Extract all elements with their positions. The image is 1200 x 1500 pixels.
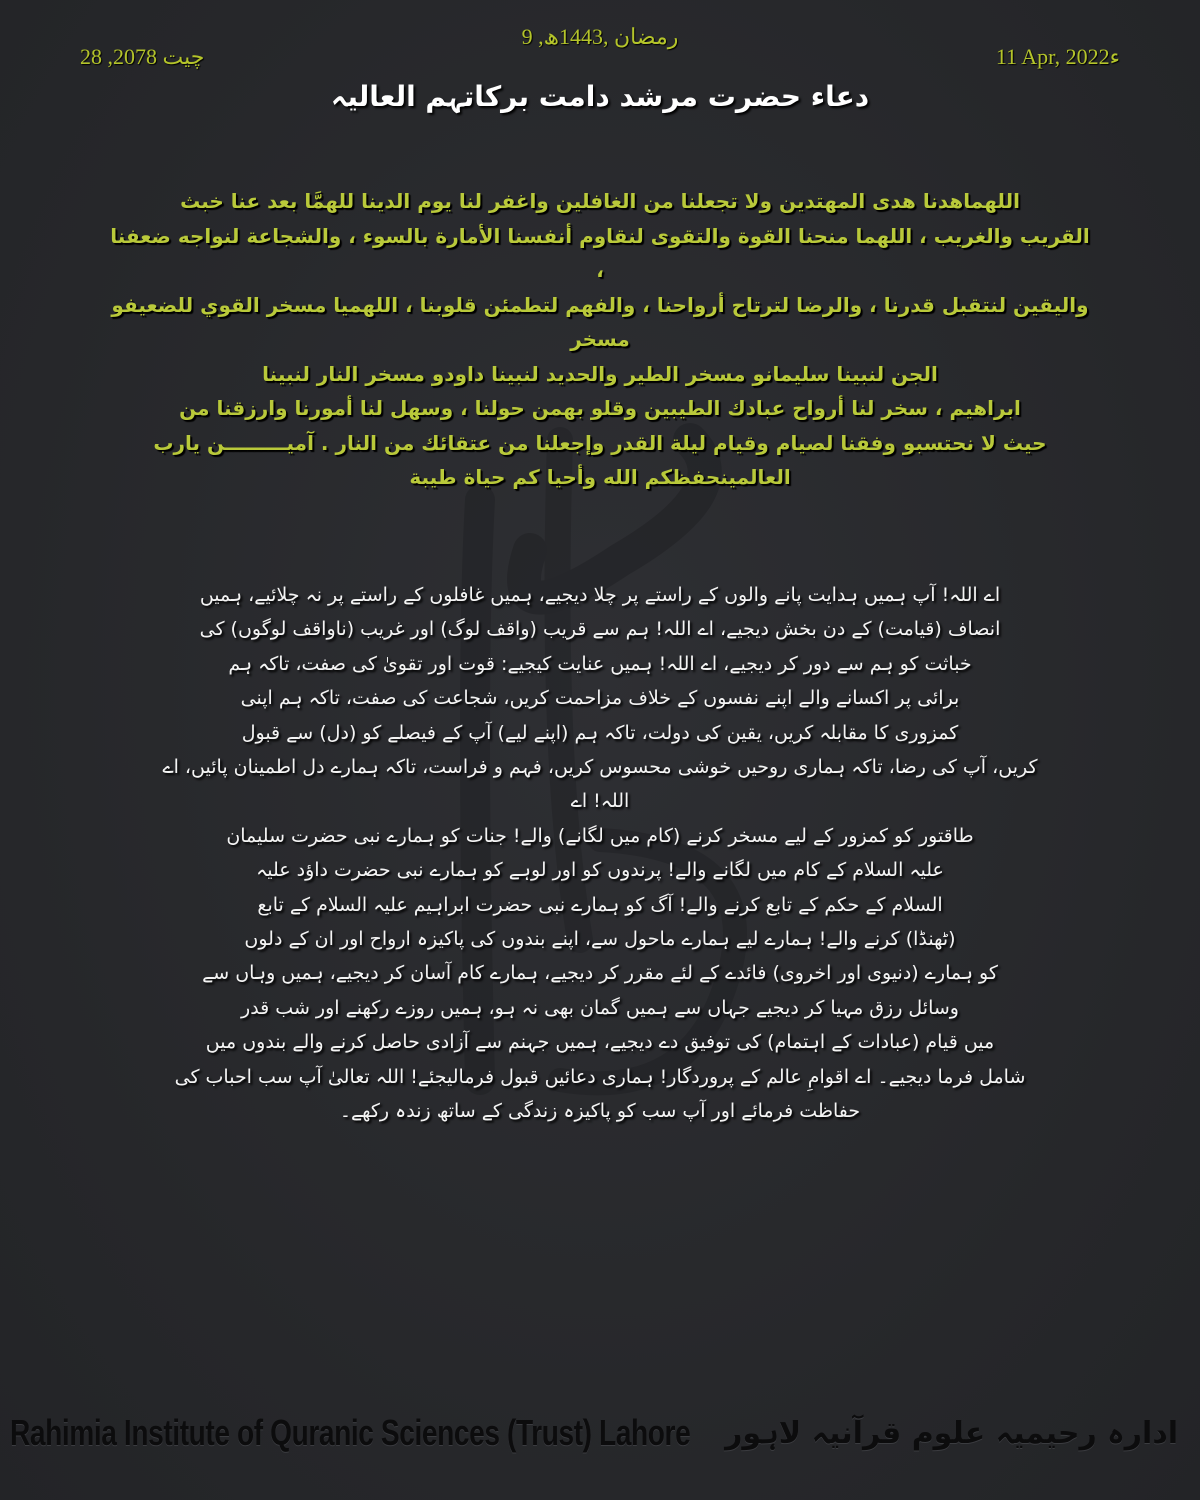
urdu-line: اے اللہ! آپ ہمیں ہدایت پانے والوں کے راستے پر چلا دیجیے، ہمیں غافلوں کے راستے پر نہ چلائیے، ہمیں — [199, 584, 1001, 606]
arabic-line: القريب والغريب ، اللهما منحنا القوة والتقوى لنقاوم أنفسنا الأمارة بالسوء ، والشجاعة لنواجه ضعفنا ، — [110, 223, 1090, 282]
arabic-line: العالمينحفظكم الله وأحيا كم حياة طيبة — [409, 465, 791, 489]
urdu-line: کریں، آپ کی رضا، تاکہ ہماری روحیں خوشی محسوس کریں، فہم و فراست، تاکہ ہمارے دل اطمینان پائیں، اے اللہ! اے — [162, 756, 1038, 813]
urdu-line: حفاظت فرمائے اور آپ سب کو پاکیزہ زندگی کے ساتھ زندہ رکھے۔ — [339, 1100, 861, 1123]
urdu-line: کو ہمارے (دنیوی اور اخروی) فائدے کے لئے مقرر کر دیجیے، ہمارے کام آسان کر دیجیے، ہمیں وہاں سے — [202, 962, 998, 985]
urdu-line: طاقتور کو کمزور کے لیے مسخر کرنے (کام میں لگانے) والے! جنات کو ہمارے نبی حضرت سلیمان — [226, 824, 974, 847]
bikrami-date: 28 ,چیت 2078 — [80, 44, 205, 69]
urdu-line: شامل فرما دیجیے۔ اے اقوامِ عالم کے پروردگار! ہماری دعائیں قبول فرمالیجئے! اللہ تعالیٰ آپ سب احباب کی — [174, 1065, 1026, 1088]
urdu-line: میں قیام (عبادات کے اہتمام) کی توفیق دے دیجیے، ہمیں جہنم سے آزادی حاصل کرنے والے بندوں میں — [205, 1031, 995, 1054]
urdu-translation — [150, 578, 1050, 1129]
urdu-line: علیہ السلام کے کام میں لگانے والے! پرندوں کو اور لوہے کو ہمارے نبی حضرت داؤد علیہ — [256, 859, 944, 882]
institute-name-english: Rahimia Institute of Quranic Sciences (Trust) Lahore — [10, 1412, 691, 1453]
urdu-line: انصاف (قیامت) کے دن بخش دیجیے، اے اللہ! ہم سے قریب (واقف لوگ) اور غریب (ناواقف لوگوں) کی — [199, 618, 1001, 641]
arabic-line: حيث لا نحتسبو وفقنا لصيام وقيام ليلة القدر وإجعلنا من عتقائك من النار . آميـــــــــن يارب — [153, 430, 1047, 455]
arabic-line: الجن لنبينا سليمانو مسخر الطير والحديد لنبينا داودو مسخر النار لنبينا — [262, 361, 938, 386]
hijri-date: 9 ,رمضان ,1443ھ — [521, 24, 679, 49]
urdu-line: (ٹھنڈا) کرنے والے! ہمارے لیے ہمارے ماحول سے، اپنے بندوں کی پاکیزہ ارواح اور ان کے دلوں — [244, 928, 956, 951]
page-title: دعاء حضرت مرشد دامت برکاتہم العالیہ — [330, 80, 870, 113]
urdu-line: خباثت کو ہم سے دور کر دیجیے، اے اللہ! ہمیں عنایت کیجیے: قوت اور تقویٰ کی صفت، تاکہ ہم — [228, 652, 972, 675]
gregorian-date: 11 Apr, 2022ء — [995, 44, 1120, 69]
footer — [0, 1412, 1200, 1472]
institute-name-urdu-logo: ادارہ رحیمیہ علوم قرآنیہ لاہور — [725, 1416, 1178, 1451]
urdu-line: کمزوری کا مقابلہ کریں، یقین کی دولت، تاکہ ہم (اپنے لیے) آپ کے فیصلے کو (دل) سے قبول — [241, 721, 959, 744]
urdu-line: السلام کے حکم کے تابع کرنے والے! آگ کو ہمارے نبی حضرت ابراہیم علیہ السلام کے تابع — [257, 893, 943, 916]
arabic-line: اللهماهدنا هدى المهتدين ولا تجعلنا من الغافلين واغفر لنا يوم الدينا للهمَّا بعد عنا خبث — [180, 189, 1020, 213]
arabic-line: واليقين لنتقبل قدرنا ، والرضا لترتاح أرواحنا ، والفهم لتطمئن قلوبنا ، اللهميا مسخر القوي للضعيفو مسخر — [111, 292, 1089, 351]
arabic-line: ابراهيم ، سخر لنا أرواح عبادك الطيبين وقلو بهمن حولنا ، وسهل لنا أمورنا وارزقنا من — [179, 396, 1021, 420]
urdu-line: وسائل رزق مہیا کر دیجیے جہاں سے ہمیں گمان بھی نہ ہو، ہمیں روزے رکھنے اور شب قدر — [241, 996, 959, 1019]
urdu-line: برائی پر اکسانے والے اپنے نفسوں کے خلاف مزاحمت کریں، شجاعت کی صفت، تاکہ ہم اپنی — [240, 687, 960, 710]
arabic-dua — [110, 184, 1090, 495]
